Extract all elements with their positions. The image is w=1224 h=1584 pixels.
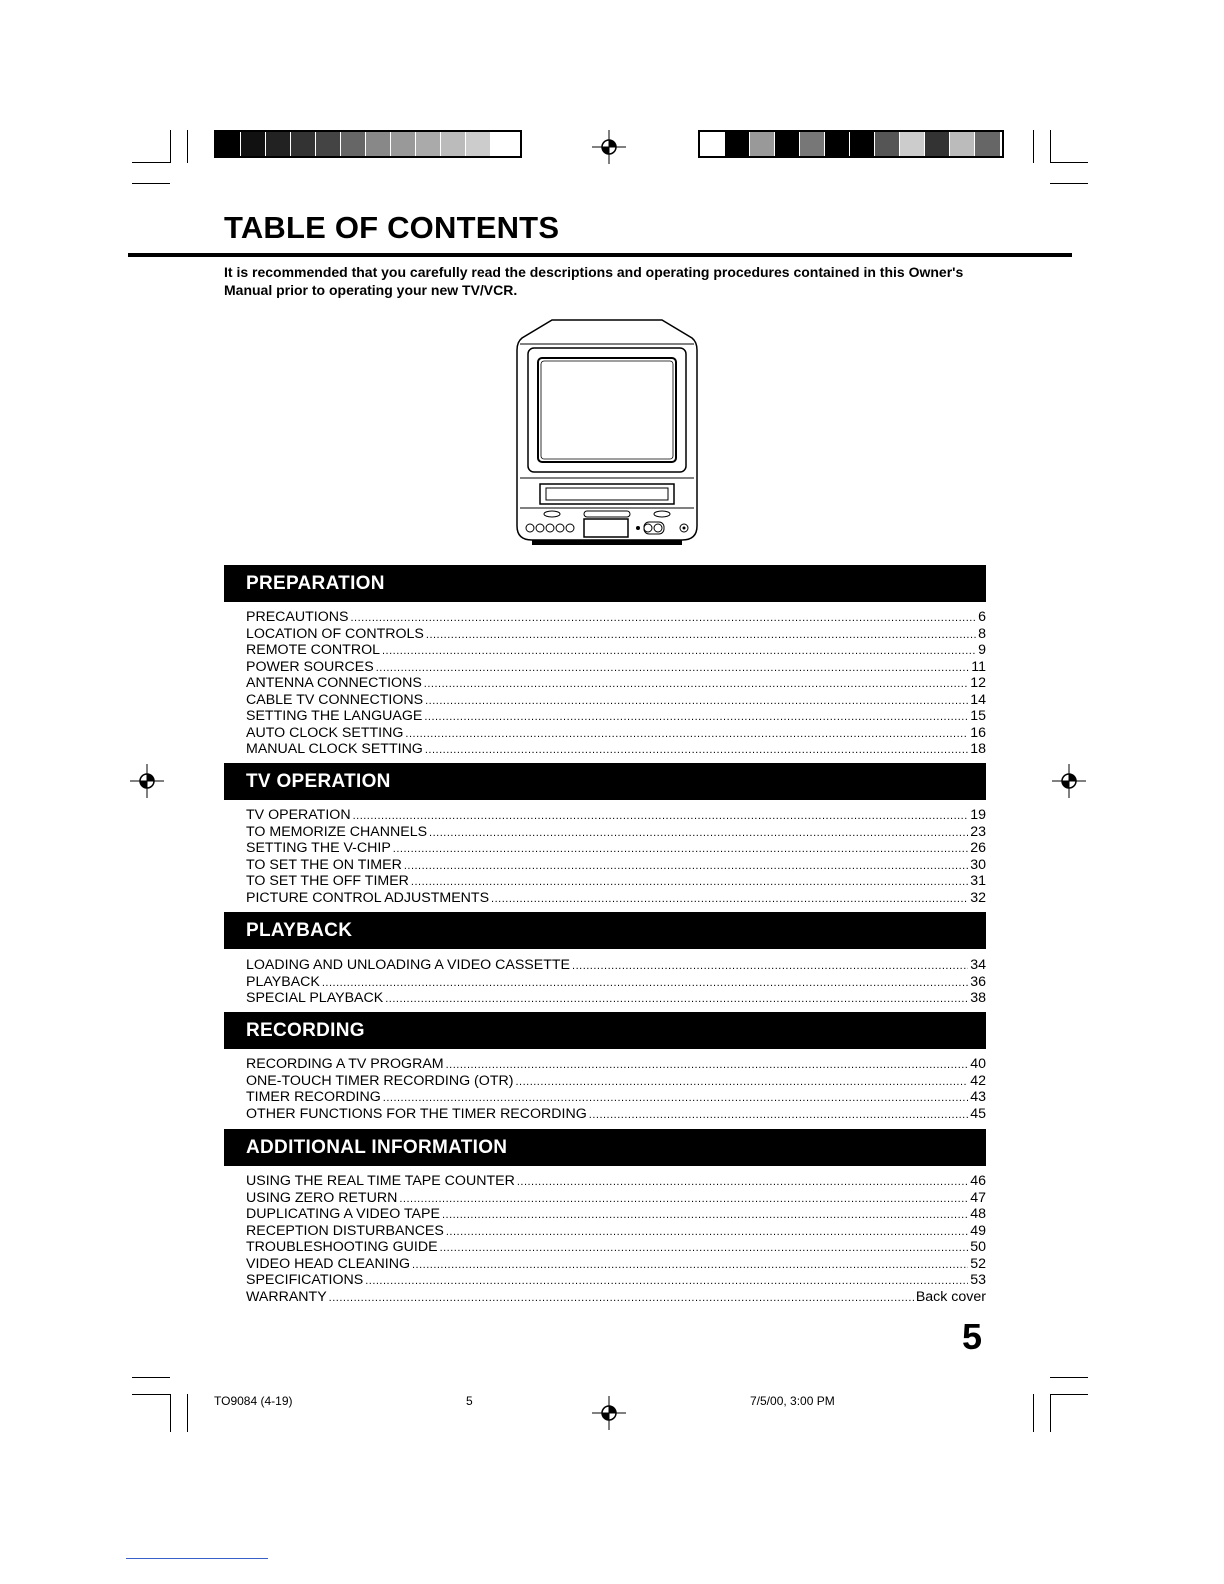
toc-entry[interactable] [246, 1206, 986, 1223]
registration-mark-icon [592, 1396, 626, 1430]
toc-label: PLAYBACK [246, 973, 320, 990]
toc-entry[interactable] [246, 807, 986, 824]
toc-entry[interactable] [246, 1272, 986, 1289]
toc-page: 50 [970, 1239, 986, 1255]
toc-label: ONE-TOUCH TIMER RECORDING (OTR) [246, 1072, 514, 1089]
leader-dots [411, 874, 968, 891]
toc-page: 11 [971, 658, 986, 675]
section-entries-preparation [246, 609, 986, 758]
toc-entry[interactable] [246, 1106, 986, 1123]
toc-page: 48 [970, 1206, 986, 1222]
toc-page: Back cover [915, 1288, 986, 1305]
toc-label: TROUBLESHOOTING GUIDE [246, 1239, 438, 1255]
crop-mark [1050, 130, 1051, 163]
toc-label: DUPLICATING A VIDEO TAPE [246, 1206, 440, 1222]
toc-page: 31 [970, 873, 986, 889]
leader-dots [399, 1191, 968, 1208]
leader-dots [425, 693, 968, 710]
toc-entry[interactable] [246, 1173, 986, 1190]
leader-dots [365, 1273, 968, 1290]
leader-dots [589, 1107, 968, 1124]
toc-page: 45 [970, 1105, 986, 1122]
toc-page: 40 [970, 1056, 986, 1072]
toc-label: LOADING AND UNLOADING A VIDEO CASSETTE [246, 957, 571, 973]
leader-dots [425, 742, 968, 759]
toc-entry[interactable] [246, 1190, 986, 1207]
crop-mark [187, 130, 188, 163]
toc-label: SPECIFICATIONS [246, 1272, 364, 1288]
toc-entry[interactable] [246, 741, 986, 758]
toc-entry[interactable] [246, 1256, 986, 1273]
leader-dots [442, 1207, 968, 1224]
leader-dots [572, 958, 968, 975]
crop-mark [1033, 130, 1034, 163]
toc-label: WARRANTY [246, 1288, 327, 1305]
toc-label: TO SET THE ON TIMER [246, 856, 402, 873]
toc-page: 26 [970, 840, 986, 856]
toc-entry[interactable] [246, 675, 986, 692]
toc-label: LOCATION OF CONTROLS [246, 625, 424, 642]
leader-dots [446, 1224, 968, 1241]
toc-entry[interactable] [246, 1089, 986, 1106]
toc-page: 47 [970, 1189, 986, 1206]
toc-label: USING THE REAL TIME TAPE COUNTER [246, 1173, 515, 1189]
crop-mark [1033, 1394, 1034, 1432]
title-rule [128, 253, 1072, 257]
toc-page: 12 [970, 675, 986, 691]
toc-entry[interactable] [246, 1239, 986, 1256]
registration-mark-icon [130, 764, 164, 798]
crop-mark [1050, 1377, 1088, 1378]
toc-label: TO MEMORIZE CHANNELS [246, 823, 428, 840]
toc-entry[interactable] [246, 725, 986, 742]
toc-page: 36 [970, 973, 986, 990]
toc-label: MANUAL CLOCK SETTING [246, 741, 423, 757]
toc-entry[interactable] [246, 824, 986, 841]
leader-dots [491, 891, 968, 908]
section-header-preparation: PREPARATION [224, 565, 986, 602]
bottom-link-underline [126, 1558, 268, 1559]
toc-entry[interactable] [246, 1056, 986, 1073]
toc-label: OTHER FUNCTIONS FOR THE TIMER RECORDING [246, 1105, 587, 1122]
toc-label: PRECAUTIONS [246, 609, 349, 625]
toc-entry[interactable] [246, 890, 986, 907]
toc-entry[interactable] [246, 873, 986, 890]
footer-timestamp: 7/5/00, 3:00 PM [750, 1394, 835, 1408]
toc-label: POWER SOURCES [246, 658, 374, 675]
toc-page: 14 [970, 691, 986, 708]
toc-label: CABLE TV CONNECTIONS [246, 691, 424, 708]
leader-dots [404, 858, 968, 875]
footer-code: TO9084 (4-19) [214, 1394, 293, 1408]
color-bar-left [214, 130, 522, 158]
leader-dots [405, 726, 968, 743]
section-header-tv-operation: TV OPERATION [224, 763, 986, 800]
toc-label: TO SET THE OFF TIMER [246, 873, 409, 889]
toc-entry[interactable] [246, 692, 986, 709]
crop-mark [1050, 1394, 1088, 1395]
toc-page: 34 [970, 957, 986, 973]
toc-page: 23 [970, 823, 986, 840]
toc-entry[interactable] [246, 626, 986, 643]
toc-page: 53 [970, 1272, 986, 1288]
toc-label: RECEPTION DISTURBANCES [246, 1222, 444, 1239]
toc-entry[interactable] [246, 609, 986, 626]
toc-page: 46 [970, 1173, 986, 1189]
toc-label: AUTO CLOCK SETTING [246, 724, 404, 741]
leader-dots [429, 825, 968, 842]
toc-page: 9 [978, 642, 986, 658]
leader-dots [424, 709, 968, 726]
leader-dots [376, 660, 970, 677]
toc-label: TIMER RECORDING [246, 1089, 381, 1105]
leader-dots [412, 1257, 968, 1274]
toc-label: RECORDING A TV PROGRAM [246, 1056, 444, 1072]
section-header-playback: PLAYBACK [224, 912, 986, 949]
toc-label: VIDEO HEAD CLEANING [246, 1255, 410, 1272]
toc-page: 8 [978, 625, 986, 642]
leader-dots [393, 841, 968, 858]
toc-page: 18 [970, 741, 986, 757]
toc-label: SETTING THE LANGUAGE [246, 708, 423, 724]
toc-entry[interactable] [246, 1289, 986, 1306]
crop-mark [1050, 162, 1088, 163]
leader-dots [350, 610, 976, 627]
toc-entry[interactable] [246, 974, 986, 991]
page-number: 5 [962, 1316, 983, 1357]
toc-page: 42 [970, 1072, 986, 1089]
registration-mark-icon [592, 130, 626, 164]
crop-mark [170, 130, 171, 163]
toc-page: 32 [970, 889, 986, 906]
section-header-additional-information: ADDITIONAL INFORMATION [224, 1129, 986, 1166]
page-title: TABLE OF CONTENTS [224, 210, 560, 245]
intro-text: It is recommended that you carefully read the descriptions and operating procedures contained in this Owner's Manual prior to operating your new TV/VCR. [224, 264, 964, 298]
toc-page: 52 [970, 1255, 986, 1272]
toc-page: 6 [978, 609, 986, 625]
toc-entry[interactable] [246, 708, 986, 725]
toc-label: SETTING THE V-CHIP [246, 840, 391, 856]
leader-dots [424, 676, 968, 693]
toc-entry[interactable] [246, 957, 986, 974]
leader-dots [382, 643, 976, 660]
section-entries-additional-information [246, 1173, 986, 1305]
toc-entry[interactable] [246, 990, 986, 1007]
leader-dots [515, 1074, 968, 1091]
crop-mark [132, 183, 170, 184]
tv-vcr-illustration [512, 316, 702, 548]
toc-entry[interactable] [246, 1073, 986, 1090]
toc-page: 19 [970, 807, 986, 823]
leader-dots [426, 627, 976, 644]
section-entries-recording [246, 1056, 986, 1122]
toc-label: ANTENNA CONNECTIONS [246, 675, 422, 691]
toc-page: 49 [970, 1222, 986, 1239]
toc-label: SPECIAL PLAYBACK [246, 990, 384, 1006]
section-entries-tv-operation [246, 807, 986, 906]
toc-entry[interactable] [246, 840, 986, 857]
registration-mark-icon [1052, 764, 1086, 798]
color-bar-right [698, 130, 1004, 158]
leader-dots [440, 1240, 969, 1257]
section-header-recording: RECORDING [224, 1012, 986, 1049]
toc-page: 16 [970, 724, 986, 741]
crop-mark [1050, 1394, 1051, 1432]
toc-entry[interactable] [246, 1223, 986, 1240]
leader-dots [322, 975, 968, 992]
toc-page: 15 [970, 708, 986, 724]
footer-sheet: 5 [466, 1394, 473, 1408]
section-entries-playback [246, 957, 986, 1007]
toc-entry[interactable] [246, 642, 986, 659]
toc-page: 38 [970, 990, 986, 1006]
leader-dots [446, 1057, 969, 1074]
toc-entry[interactable] [246, 659, 986, 676]
toc-label: PICTURE CONTROL ADJUSTMENTS [246, 889, 490, 906]
crop-mark [132, 1377, 170, 1378]
leader-dots [517, 1174, 968, 1191]
leader-dots [383, 1090, 968, 1107]
toc-label: REMOTE CONTROL [246, 642, 380, 658]
leader-dots [353, 808, 969, 825]
crop-mark [132, 162, 170, 163]
crop-mark [170, 1394, 171, 1432]
toc-page: 43 [970, 1089, 986, 1105]
toc-label: USING ZERO RETURN [246, 1189, 398, 1206]
leader-dots [329, 1290, 914, 1307]
toc-entry[interactable] [246, 857, 986, 874]
crop-mark [187, 1394, 188, 1432]
toc-page: 30 [970, 856, 986, 873]
crop-mark [132, 1394, 170, 1395]
leader-dots [385, 991, 968, 1008]
toc-label: TV OPERATION [246, 807, 351, 823]
crop-mark [1050, 183, 1088, 184]
